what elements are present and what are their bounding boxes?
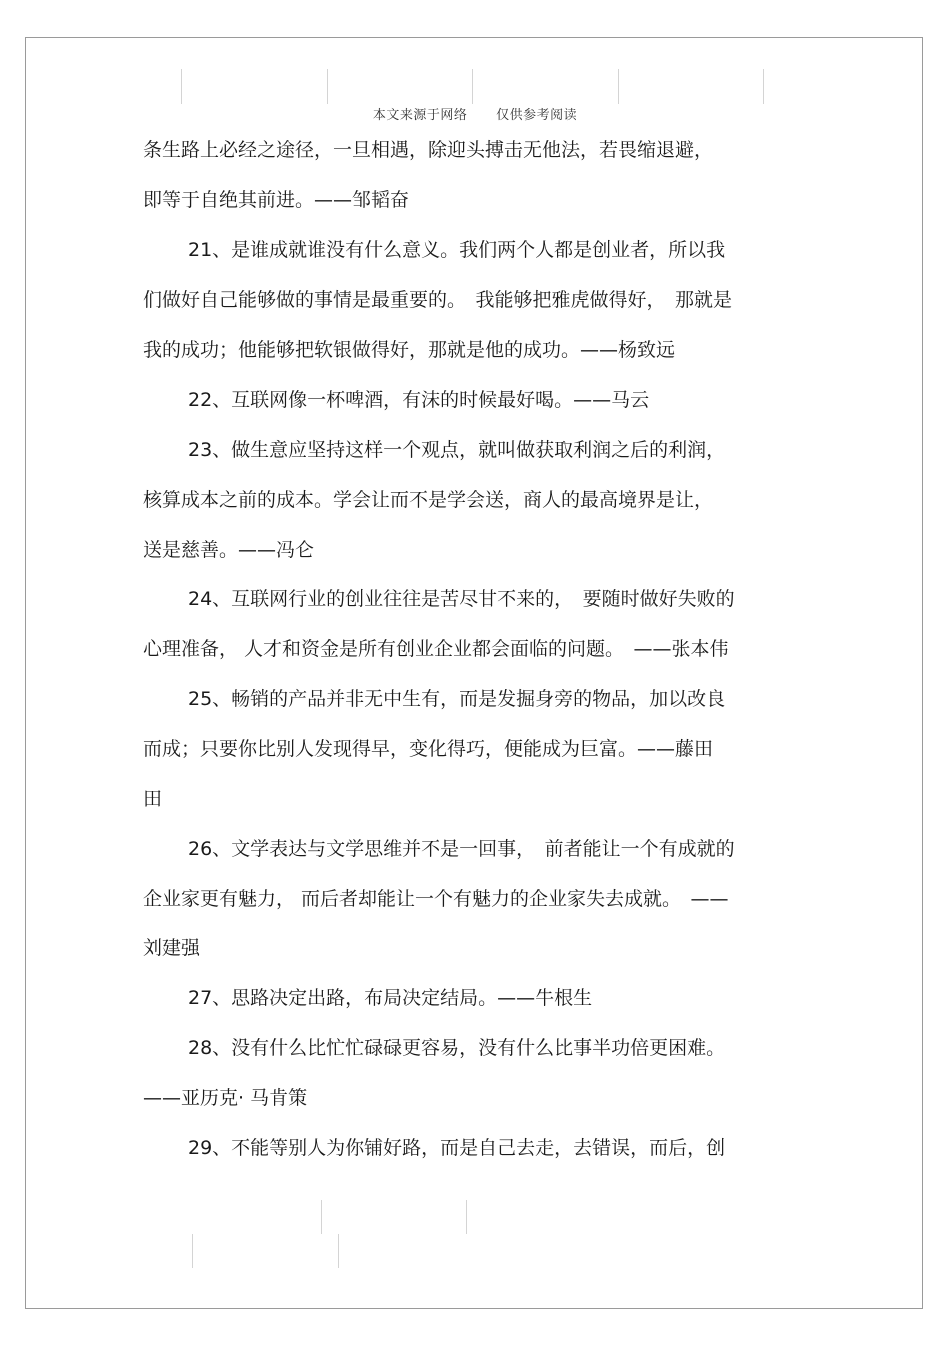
text-line: 29、不能等别人为你铺好路，而是自己去走，去错误，而后，创 bbox=[188, 1137, 726, 1159]
header-note bbox=[0, 104, 950, 123]
top-guide-line bbox=[618, 69, 619, 104]
text-line: 而成；只要你比别人发现得早，变化得巧，便能成为巨富。——藤田 bbox=[143, 738, 714, 760]
text-line: 27、思路决定出路，布局决定结局。——牛根生 bbox=[188, 987, 593, 1009]
top-guide-line bbox=[472, 69, 473, 104]
text-line: ——亚历克· 马肯策 bbox=[143, 1087, 308, 1109]
text-line: 我的成功；他能够把软银做得好，那就是他的成功。——杨致远 bbox=[143, 339, 676, 361]
text-line: 28、没有什么比忙忙碌碌更容易，没有什么比事半功倍更困难。 bbox=[188, 1037, 726, 1059]
text-line: 田 bbox=[143, 788, 163, 810]
text-line: 心理准备， 人才和资金是所有创业企业都会面临的问题。 ——张本伟 bbox=[143, 638, 729, 660]
bottom-guide-line bbox=[321, 1200, 322, 1234]
text-line: 条生路上必经之途径，一旦相遇，除迎头搏击无他法，若畏缩退避， bbox=[143, 139, 714, 161]
text-line: 企业家更有魅力， 而后者却能让一个有魅力的企业家失去成就。 —— bbox=[143, 888, 729, 910]
bottom-guide-line bbox=[466, 1200, 467, 1234]
text-line: 23、做生意应坚持这样一个观点，就叫做获取利润之后的利润， bbox=[188, 439, 726, 461]
page-frame bbox=[25, 37, 923, 1309]
source-note: 本文来源于网络 bbox=[372, 108, 468, 123]
top-guide-line bbox=[763, 69, 764, 104]
text-line: 们做好自己能够做的事情是最重要的。 我能够把雅虎做得好， 那就是 bbox=[143, 289, 733, 311]
reference-note: 仅供参考阅读 bbox=[496, 108, 578, 123]
text-line: 21、是谁成就谁没有什么意义。我们两个人都是创业者，所以我 bbox=[188, 239, 726, 261]
bottom-guide-line bbox=[192, 1234, 193, 1268]
text-line: 22、互联网像一杯啤酒，有沫的时候最好喝。——马云 bbox=[188, 389, 650, 411]
text-line: 25、畅销的产品并非无中生有，而是发掘身旁的物品，加以改良 bbox=[188, 688, 726, 710]
text-line: 24、互联网行业的创业往往是苦尽甘不来的， 要随时做好失败的 bbox=[188, 588, 735, 610]
text-line: 刘建强 bbox=[143, 937, 201, 959]
text-line: 即等于自绝其前进。——邹韬奋 bbox=[143, 189, 410, 211]
top-guide-line bbox=[181, 69, 182, 104]
text-line: 26、文学表达与文学思维并不是一回事， 前者能让一个有成就的 bbox=[188, 838, 735, 860]
bottom-guide-line bbox=[338, 1234, 339, 1268]
text-line: 送是慈善。——冯仑 bbox=[143, 539, 315, 561]
text-line: 核算成本之前的成本。学会让而不是学会送，商人的最高境界是让， bbox=[143, 489, 714, 511]
top-guide-line bbox=[327, 69, 328, 104]
